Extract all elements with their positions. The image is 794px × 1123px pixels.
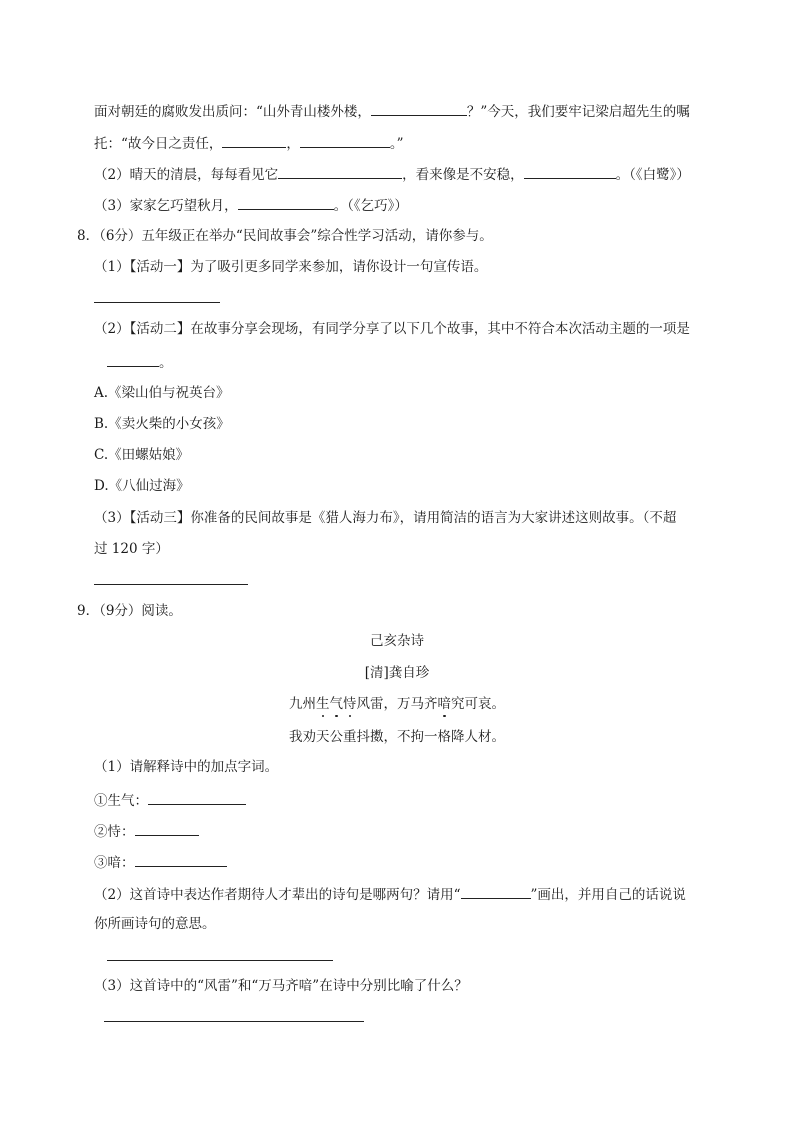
q9-word-1-label: ①生气： (94, 793, 148, 809)
poem-line-2: 我劝天公重抖擞，不拘一格降人材。 (289, 729, 505, 745)
poem-title: 己亥杂诗 (370, 633, 424, 649)
q7-part3-text-a: （3）家家乞巧望秋月， (94, 198, 238, 214)
q8-part3-cont: 过 120 字） (94, 541, 169, 557)
poem-dotted-char-sheng: 生 (316, 696, 330, 712)
q9-word-1-blank[interactable] (148, 790, 246, 805)
poem-l1-seg-g: 究可哀。 (451, 696, 505, 712)
q9-word-2-blank[interactable] (135, 821, 199, 836)
q8-part3: （3）【活动三】你准备的民间故事是《猎人海力布》，请用简洁的语言为大家讲述这则故事。（不超 (94, 510, 677, 526)
q8-option-b: B.《卖火柴的小女孩》 (94, 416, 230, 432)
q7-blank-4[interactable] (278, 164, 402, 179)
q8-part2-end: 。 (159, 355, 173, 371)
q9-answer-line-2[interactable] (107, 960, 333, 961)
q7-line2-text-b: ， (286, 136, 300, 152)
q7-part2-text-c: 。（《白鹭》） (615, 167, 690, 183)
q9-answer-line-3[interactable] (104, 1021, 364, 1022)
q7-blank-3[interactable] (300, 133, 390, 148)
q9-word-1 (94, 790, 246, 810)
q7-part2-text-a: （2）晴天的清晨，每每看见它 (94, 167, 279, 183)
q8-header: 8．（6分）五年级正在举办“民间故事会”综合性学习活动，请你参与。 (77, 228, 493, 244)
q9-word-3-blank[interactable] (135, 852, 227, 867)
q7-blank-2[interactable] (222, 133, 286, 148)
q8-part2-blank-line (107, 352, 173, 372)
poem-dotted-char-qi: 气 (329, 696, 343, 712)
q7-part3 (94, 195, 408, 215)
q8-blank-choice[interactable] (107, 352, 159, 367)
q7-blank-1[interactable] (371, 101, 467, 116)
q9-word-3 (94, 852, 227, 872)
poem-dotted-char-yin: 喑 (437, 696, 451, 712)
q7-line1 (94, 101, 690, 121)
q8-part2: （2）【活动二】在故事分享会现场，有同学分享了以下几个故事，其中不符合本次活动主题的一项是 (94, 321, 690, 337)
q9-header: 9．（9分）阅读。 (77, 603, 182, 619)
q9-word-3-label: ③喑： (94, 855, 135, 871)
q8-answer-line-3[interactable] (94, 584, 248, 585)
q9-part2-text-a: （2）这首诗中表达作者期待人才辈出的诗句是哪两句？请用“ (94, 887, 461, 903)
q8-option-a: A.《梁山伯与祝英台》 (94, 385, 230, 401)
poem-line-1 (0, 695, 794, 713)
q9-word-2-label: ②恃： (94, 824, 135, 840)
q7-line2-text-c: 。” (389, 136, 404, 152)
q9-word-2 (94, 821, 199, 841)
poem-l1-seg-e: 风雷，万马齐 (356, 696, 438, 712)
q9-part2-underline-sample (461, 884, 531, 899)
q7-blank-5[interactable] (524, 164, 616, 179)
q7-part2-text-b: ，看来像是不安稳， (402, 167, 524, 183)
q9-part2-text-b: ”画出，并用自己的话说说 (530, 887, 686, 903)
q9-part3: （3）这首诗中的“风雷”和“万马齐喑”在诗中分别比喻了什么？ (94, 978, 468, 994)
q9-part2-cont: 你所画诗句的意思。 (94, 916, 216, 932)
q8-option-d: D.《八仙过海》 (94, 478, 190, 494)
q7-part3-text-b: 。（《乞巧》） (333, 198, 408, 214)
q7-blank-6[interactable] (238, 195, 334, 210)
q9-part1: （1）请解释诗中的加点字词。 (94, 759, 279, 775)
q7-line2 (94, 133, 404, 153)
q8-answer-line-1[interactable] (94, 302, 220, 303)
q8-option-c: C.《田螺姑娘》 (94, 447, 190, 463)
q7-line1-text-b: ？”今天，我们要牢记梁启超先生的嘱 (466, 104, 690, 120)
q7-line2-text-a: 托：“故今日之责任， (94, 136, 223, 152)
poem-l1-seg-a: 九州 (289, 696, 316, 712)
q7-part2 (94, 164, 690, 184)
q7-line1-text-a: 面对朝廷的腐败发出质问：“山外青山楼外楼， (94, 104, 371, 120)
q9-part2 (94, 884, 686, 904)
poem-dotted-char-shi: 恃 (343, 696, 357, 712)
q8-part1: （1）【活动一】为了吸引更多同学来参加，请你设计一句宣传语。 (94, 259, 488, 275)
poem-author: [清]龚自珍 (364, 665, 430, 681)
